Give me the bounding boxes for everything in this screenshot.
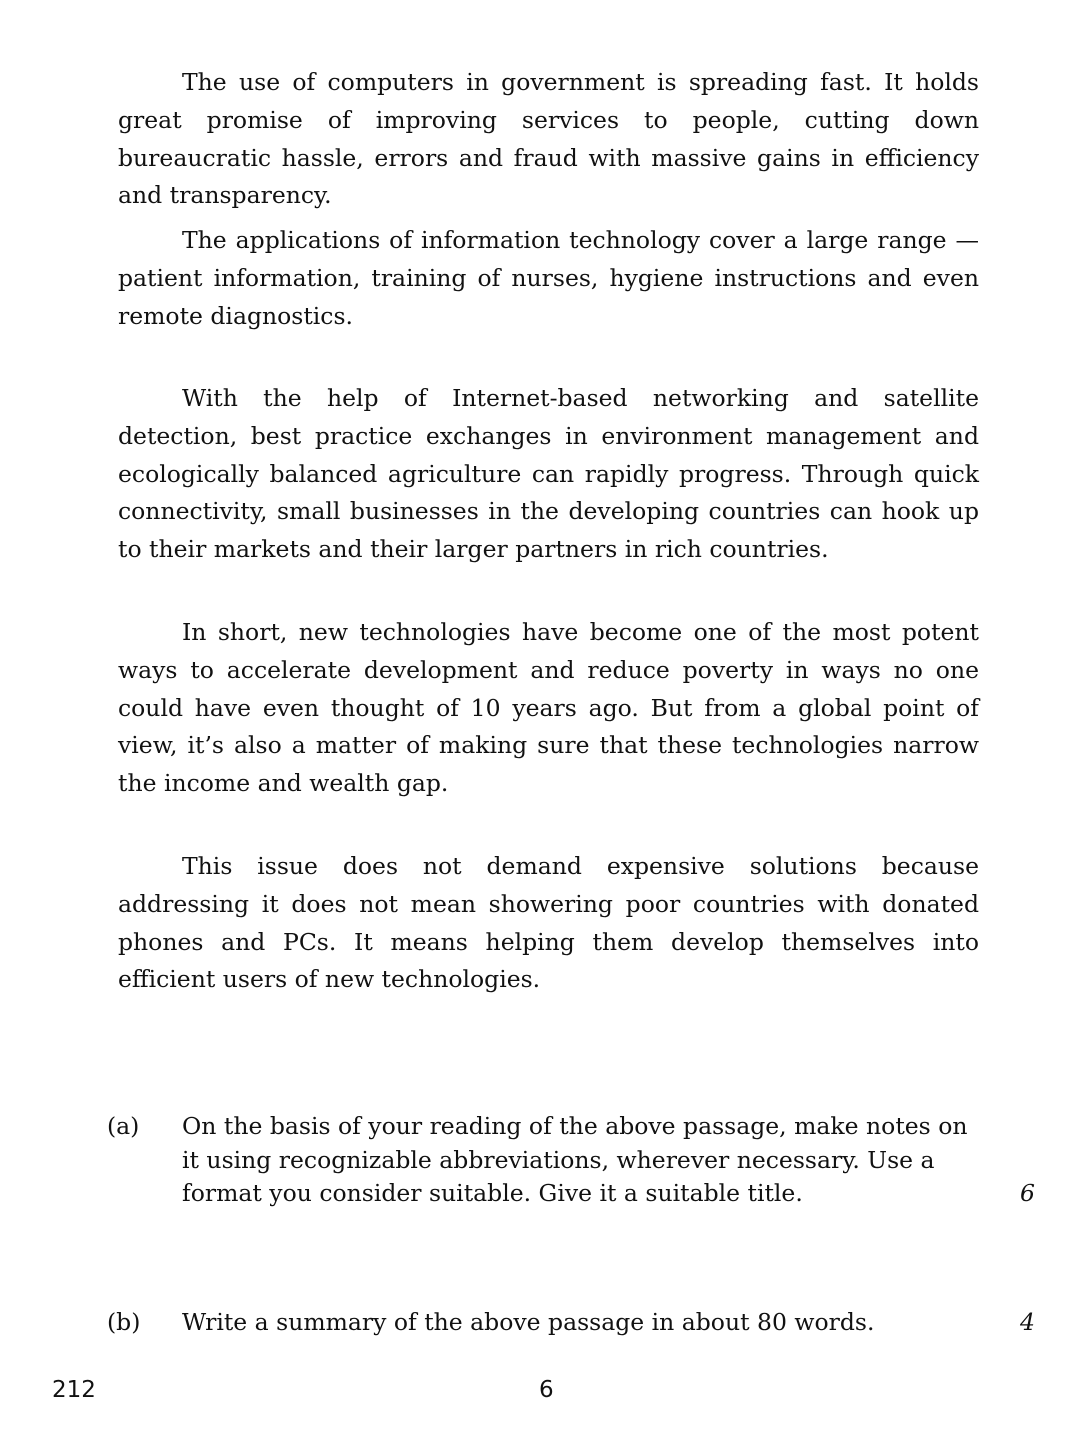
question-text: Write a summary of the above passage in about 80 words.	[182, 1308, 875, 1336]
question-marks: 6	[1020, 1179, 1035, 1207]
question-marks: 4	[1020, 1308, 1035, 1336]
question-label: (a)	[107, 1112, 140, 1140]
question-text: On the basis of your reading of the above passage, make notes on it using recognizable abbreviations, wherever necessary. Use a format you consider suitable. Give it a suitable title.	[182, 1112, 968, 1207]
passage-paragraph-4: In short, new technologies have become one of the most potent ways to accelerate development and reduce poverty in ways no one could have even thought of 10 years ago. But from a global point of view, it’s also a matter of making sure that these technologies narrow the income and wealth gap.	[118, 618, 979, 798]
passage-paragraph-5: This issue does not demand expensive solutions because addressing it does not mean showering poor countries with donated phones and PCs. It means helping them develop themselves into efficient users of new technologies.	[118, 852, 979, 994]
passage-paragraph-2: The applications of information technology cover a large range — patient information, training of nurses, hygiene instructions and even remote diagnostics.	[118, 226, 979, 330]
page-number: 6	[539, 1377, 554, 1403]
question-label: (b)	[107, 1308, 141, 1336]
paper-code: 212	[52, 1377, 96, 1403]
passage-paragraph-3: With the help of Internet-based networking and satellite detection, best practice exchanges in environment management and ecologically balanced agriculture can rapidly progress. Through quick connectivity, small businesses in the developing countries can hook up to their markets and their larger partners in rich countries.	[118, 384, 979, 564]
passage-paragraph-1: The use of computers in government is spreading fast. It holds great promise of improving services to people, cutting down bureaucratic hassle, errors and fraud with massive gains in efficiency and transparency.	[118, 68, 979, 210]
